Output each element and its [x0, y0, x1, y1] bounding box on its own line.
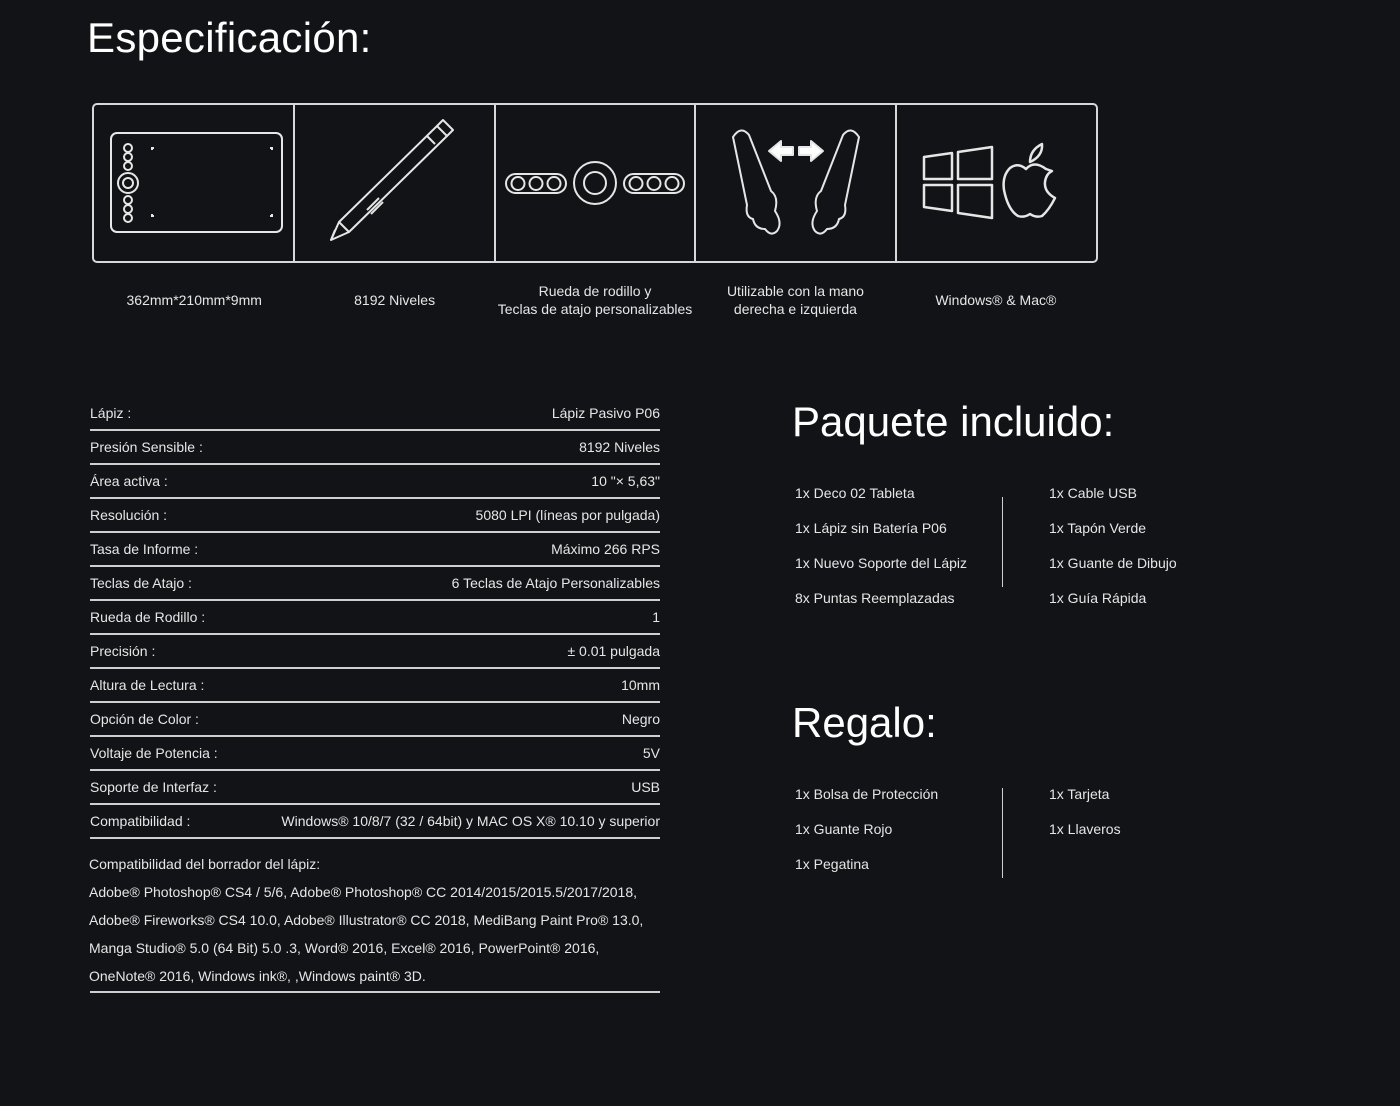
spec-row	[90, 499, 660, 533]
spec-row	[90, 737, 660, 771]
spec-label: Teclas de Atajo :	[90, 575, 192, 591]
feature-cell-shortcuts	[496, 105, 697, 261]
package-list-left	[795, 476, 967, 616]
tablet-icon	[98, 128, 288, 238]
feature-caption-size: 362mm*210mm*9mm	[126, 292, 262, 308]
list-item: 1x Guante Rojo	[795, 821, 893, 837]
spec-table	[90, 397, 660, 839]
list-item: 1x Lápiz sin Batería P06	[795, 520, 947, 536]
gift-divider	[1002, 788, 1003, 878]
gift-list-right	[1049, 777, 1121, 847]
spec-label: Presión Sensible :	[90, 439, 203, 455]
list-item: 1x Nuevo Soporte del Lápiz	[795, 555, 967, 571]
spec-row	[90, 533, 660, 567]
list-item: 1x Bolsa de Protección	[795, 786, 939, 802]
spec-value: 10mm	[621, 677, 660, 693]
list-item: 1x Deco 02 Tableta	[795, 485, 915, 501]
spec-row	[90, 771, 660, 805]
spec-label: Tasa de Informe :	[90, 541, 199, 557]
windows-mac-icon	[912, 138, 1082, 228]
spec-label: Lápiz :	[90, 405, 132, 421]
spec-row	[90, 669, 660, 703]
spec-value: 6 Teclas de Atajo Personalizables	[451, 575, 660, 591]
feature-caption-hands: Utilizable con la mano derecha e izquierda	[726, 283, 864, 317]
list-item: 1x Guía Rápida	[1049, 590, 1147, 606]
spec-row	[90, 567, 660, 601]
spec-value: 10 "× 5,63"	[591, 473, 660, 489]
spec-row	[90, 635, 660, 669]
list-item: 1x Tarjeta	[1049, 786, 1110, 802]
spec-value: 8192 Niveles	[579, 439, 660, 455]
eraser-compatibility-line: Adobe® Fireworks® CS4 10.0, Adobe® Illustrator® CC 2018, MediBang Paint Pro® 13.0,	[89, 912, 644, 928]
pen-icon	[319, 118, 469, 248]
eraser-compatibility-line: Manga Studio® 5.0 (64 Bit) 5.0 .3, Word® 2016, Excel® 2016, PowerPoint® 2016,	[89, 940, 600, 956]
list-item: 1x Tapón Verde	[1049, 520, 1147, 536]
feature-strip	[92, 103, 1098, 263]
spec-value: 5080 LPI (líneas por pulgada)	[475, 507, 660, 523]
feature-cell-pressure	[295, 105, 496, 261]
spec-row	[90, 465, 660, 499]
spec-value: USB	[631, 779, 660, 795]
spec-label: Opción de Color :	[90, 711, 199, 727]
spec-label: Soporte de Interfaz :	[90, 779, 217, 795]
feature-cell-hands	[696, 105, 897, 261]
feature-cell-os	[897, 105, 1096, 261]
spec-value: 5V	[642, 745, 660, 761]
spec-value: 1	[652, 609, 660, 625]
gift-list-left	[795, 777, 938, 882]
spec-row	[90, 601, 660, 635]
spec-label: Resolución :	[90, 507, 168, 523]
spec-value: ± 0.01 pulgada	[567, 643, 660, 659]
package-title: Paquete incluido:	[792, 398, 1115, 445]
dial-keys-icon	[504, 158, 686, 208]
spec-value: Negro	[621, 711, 660, 727]
spec-label: Rueda de Rodillo :	[90, 609, 206, 625]
list-item: 1x Pegatina	[795, 856, 869, 872]
package-divider	[1002, 497, 1003, 587]
page-title: Especificación:	[87, 14, 372, 61]
spec-value: Máximo 266 RPS	[551, 541, 660, 557]
eraser-compatibility	[89, 850, 660, 990]
list-item: 1x Guante de Dibujo	[1049, 555, 1177, 571]
feature-caption-pressure: 8192 Niveles	[354, 292, 436, 308]
spec-value: Lápiz Pasivo P06	[551, 405, 660, 421]
eraser-compatibility-line: Adobe® Photoshop® CS4 / 5/6, Adobe® Photoshop® CC 2014/2015/2015.5/2017/2018,	[89, 884, 638, 900]
list-item: 1x Llaveros	[1049, 821, 1121, 837]
list-item: 8x Puntas Reemplazadas	[795, 590, 955, 606]
spec-row	[90, 805, 660, 839]
hands-icon	[721, 125, 871, 241]
package-list-right	[1049, 476, 1177, 616]
spec-label: Precisión :	[90, 643, 156, 659]
spec-label: Área activa :	[90, 473, 168, 489]
feature-cell-size	[94, 105, 295, 261]
spec-label: Compatibilidad :	[90, 813, 191, 829]
divider	[90, 991, 660, 993]
feature-caption-os: Windows® & Mac®	[935, 292, 1057, 308]
spec-row	[90, 431, 660, 465]
gift-title: Regalo:	[792, 699, 937, 746]
spec-label: Altura de Lectura :	[90, 677, 205, 693]
eraser-compatibility-line: OneNote® 2016, Windows ink®, ,Windows paint® 3D.	[89, 968, 426, 984]
spec-value: Windows® 10/8/7 (32 / 64bit) y MAC OS X® 10.10 y superior	[281, 813, 660, 829]
feature-captions	[94, 280, 1096, 320]
list-item: 1x Cable USB	[1049, 485, 1137, 501]
spec-row	[90, 703, 660, 737]
feature-caption-shortcuts: Rueda de rodillo y Teclas de atajo personalizables	[497, 283, 693, 317]
spec-label: Voltaje de Potencia :	[90, 745, 218, 761]
spec-row	[90, 397, 660, 431]
eraser-compatibility-heading: Compatibilidad del borrador del lápiz:	[89, 856, 321, 872]
